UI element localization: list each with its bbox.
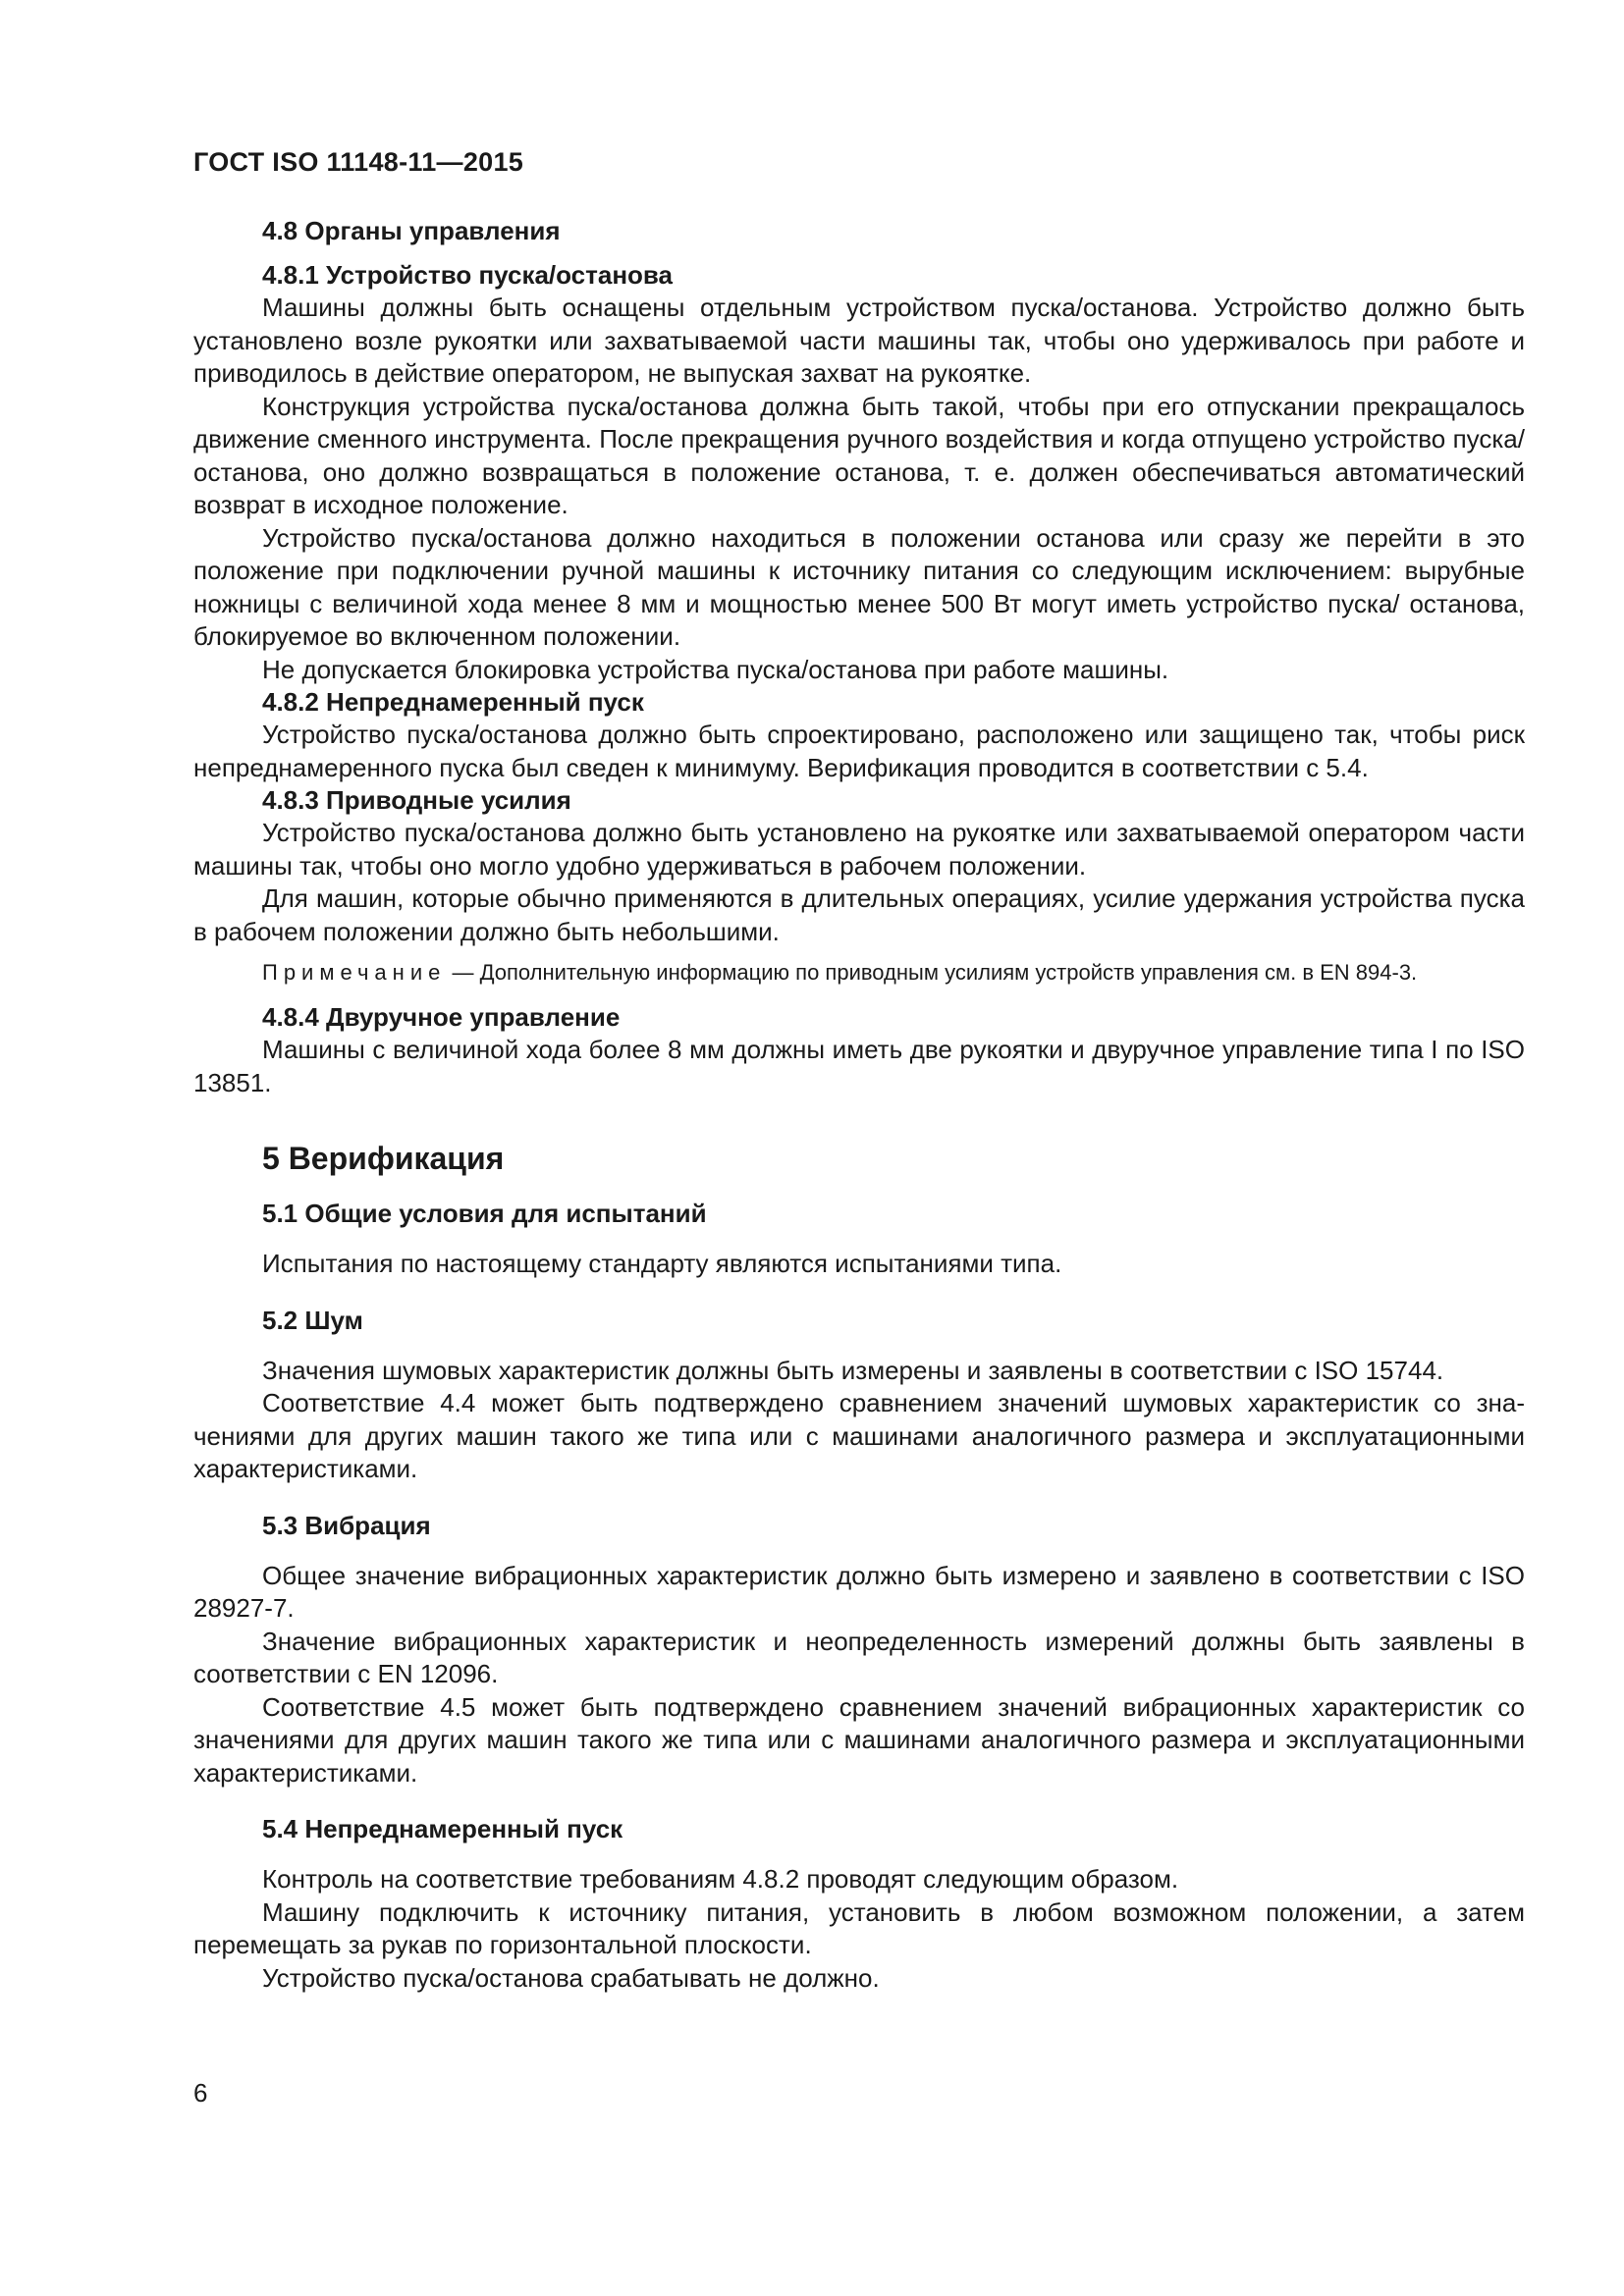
note-text: — Дополнительную информацию по приводным усилиям устройств управления см. в EN 894-3. xyxy=(446,960,1418,985)
section-5-1-title: 5.1 Общие условия для испытаний xyxy=(262,1199,707,1228)
paragraph: Не допускается блокировка устройства пуска/останова при работе машины. xyxy=(262,654,1169,684)
paragraph: Испытания по настоящему стандарту являются испытаниями типа. xyxy=(262,1249,1062,1278)
paragraph: Контроль на соответствие требованиям 4.8.2 проводят следующим образом. xyxy=(262,1864,1179,1894)
paragraph: Конструкция устройства пуска/останова должна быть такой, чтобы при его отпускании прекращалось движение сменного инструмента. После прекращения ручного воздействия и когда отпущено устройство пуска/останова, оно должно возвращаться в положение останова, т. е. должен обеспечиваться автоматический возврат в исходное положение. xyxy=(193,391,1525,519)
section-4-8-title: 4.8 Органы управления xyxy=(262,216,561,245)
section-5-3-title: 5.3 Вибрация xyxy=(262,1510,431,1540)
document-page xyxy=(193,147,1525,1995)
paragraph: Устройство пуска/останова должно быть спроектировано, расположено или защищено так, чтобы риск непреднамеренного пуска был сведен к минимуму. Верификация проводится в соответствии с 5.4. xyxy=(193,720,1525,782)
section-4-8-1-title: 4.8.1 Устройство пуска/останова xyxy=(262,260,674,290)
paragraph: Значения шумовых характеристик должны быть измерены и заявлены в соответствии с ISO 15744. xyxy=(262,1355,1444,1385)
section-4-8-2-title: 4.8.2 Непреднамеренный пуск xyxy=(262,687,644,717)
section-4-8-4-title: 4.8.4 Двуручное управление xyxy=(262,1002,621,1032)
paragraph: Для машин, которые обычно применяются в длительных операциях, усилие удержания устройства пуска в рабочем положении должно быть небольшими. xyxy=(193,883,1525,946)
paragraph: Общее значение вибрационных характеристик должно быть измерено и заявлено в соответствии с ISO 28927-7. xyxy=(193,1560,1525,1623)
paragraph: Машину подключить к источнику питания, установить в любом возможном положении, а затем перемещать за рукав по горизонтальной плоскости. xyxy=(193,1896,1525,1959)
paragraph: Соответствие 4.5 может быть подтверждено сравнением значений вибрационных характеристик со значениями для других машин такого же типа или с машинами аналогичного размера и эксплуатационными характеристиками. xyxy=(193,1691,1525,1788)
paragraph: Соответствие 4.4 может быть подтверждено сравнением значений шумовых характеристик со значениями для других машин такого же типа или с машинами аналогичного размера и эксплуатационными характеристиками. xyxy=(193,1388,1525,1483)
document-header: ГОСТ ISO 11148-11—2015 xyxy=(193,147,524,177)
section-4-8-3-title: 4.8.3 Приводные усилия xyxy=(262,785,571,815)
paragraph: Машины должны быть оснащены отдельным устройством пуска/останова. Устройство должно быть установлено возле рукоятки или захватываемой части машины так, чтобы оно удерживалось при работе и приводилось в действие оператором, не выпуская захват на рукоятке. xyxy=(193,293,1525,388)
section-5-2-title: 5.2 Шум xyxy=(262,1305,363,1335)
paragraph: Устройство пуска/останова должно находиться в положении останова или сразу же перейти в это положение при подключении ручной машины к источнику питания со следующим исключением: вырубные ножницы с величиной хода менее 8 мм и мощностью менее 500 Вт могут иметь устройство пуска/ останова, блокируемое во включенном положении. xyxy=(193,522,1525,651)
note-label: Примечание xyxy=(262,960,447,985)
paragraph: Машины с величиной хода более 8 мм должны иметь две рукоятки и двуручное управление типа I по ISO 13851. xyxy=(193,1035,1525,1097)
note xyxy=(193,958,1525,988)
paragraph: Устройство пуска/останова должно быть установлено на рукоятке или захватываемой оператором части машины так, чтобы оно могло удобно удерживаться в рабочем положении. xyxy=(193,818,1525,881)
section-5-4-title: 5.4 Непреднамеренный пуск xyxy=(262,1814,623,1843)
paragraph: Устройство пуска/останова срабатывать не должно. xyxy=(262,1962,880,1993)
section-5-title: 5 Верификация xyxy=(262,1141,505,1176)
paragraph: Значение вибрационных характеристик и неопределенность измерений должны быть заявлены в соответствии с EN 12096. xyxy=(193,1626,1525,1688)
page-number: 6 xyxy=(193,2078,208,2108)
